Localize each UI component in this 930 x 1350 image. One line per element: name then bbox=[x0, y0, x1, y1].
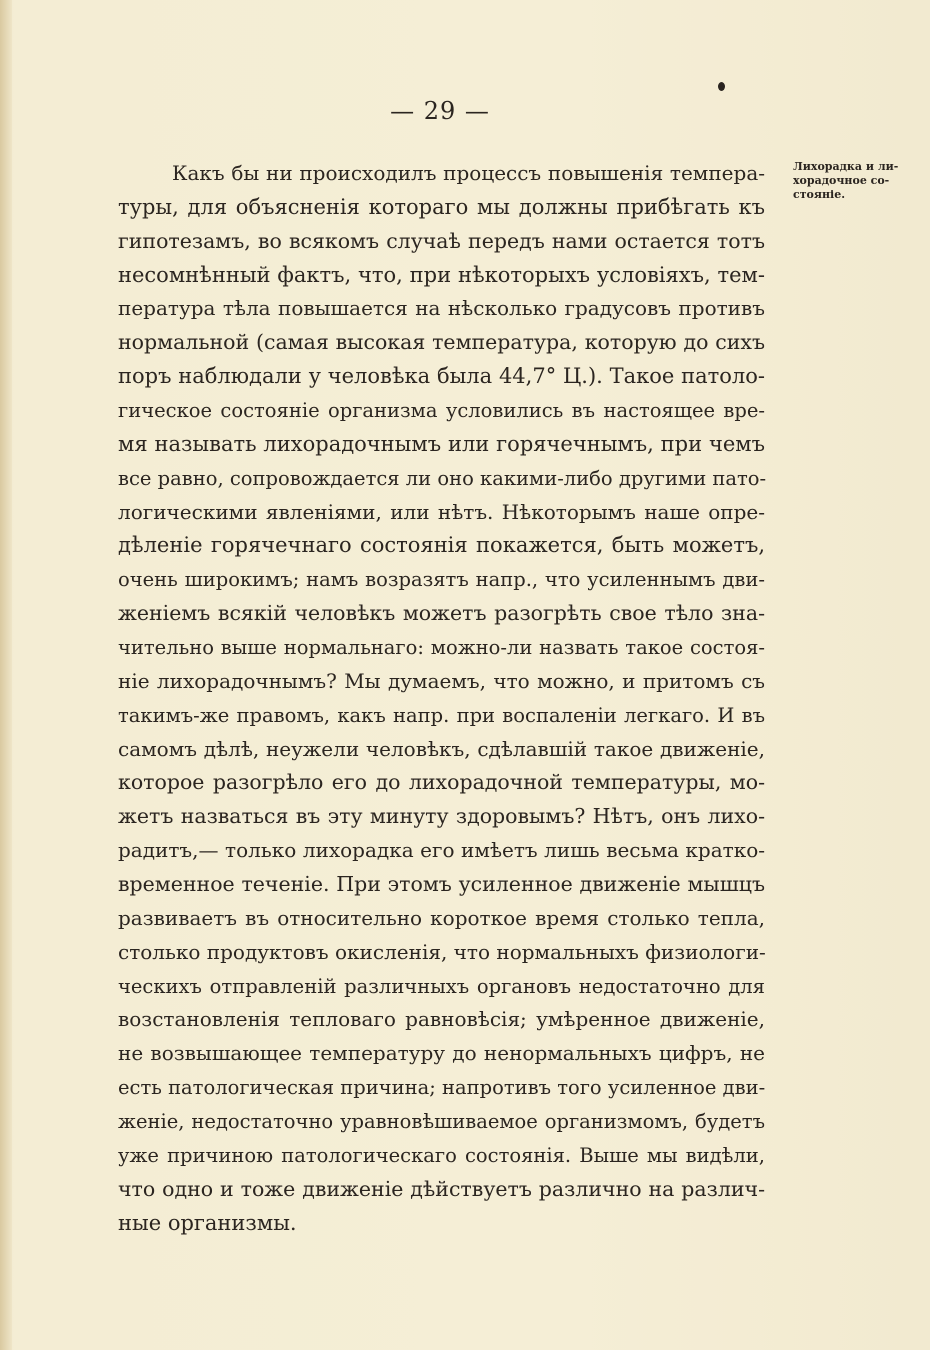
text-line: которое разогрѣло его до лихорадочной температуры, мо- bbox=[118, 770, 765, 795]
text-line: уже причиною патологическаго состоянія. Выше мы видѣли, bbox=[118, 1143, 765, 1167]
text-line: что одно и тоже движеніе дѣйствуетъ различно на различ- bbox=[118, 1176, 765, 1201]
text-line: есть патологическая причина; напротивъ того усиленное дви- bbox=[118, 1076, 766, 1100]
text-line: такимъ-же правомъ, какъ напр. при воспаленіи легкаго. И въ bbox=[118, 703, 765, 727]
text-line: не возвышающее температуру до ненормальныхъ цифръ, не bbox=[118, 1041, 765, 1066]
text-line: дѣленіе горячечнаго состоянія покажется, быть можетъ, bbox=[118, 533, 765, 558]
margin-note-line: Лихорадка и ли- bbox=[793, 160, 899, 173]
text-line: самомъ дѣлѣ, неужели человѣкъ, сдѣлавшій такое движеніе, bbox=[118, 736, 765, 761]
text-line: гипотезамъ, во всякомъ случаѣ передъ нами остается тотъ bbox=[118, 228, 765, 253]
text-line: столько продуктовъ окисленія, что нормальныхъ физиологи- bbox=[118, 939, 766, 964]
text-line: временное теченіе. При этомъ усиленное движеніе мышцъ bbox=[118, 872, 765, 897]
text-line: радитъ,— только лихорадка его имѣетъ лишь весьма кратко- bbox=[118, 838, 765, 863]
text-line: мя называть лихорадочнымъ или горячечнымъ, при чемъ bbox=[118, 431, 765, 456]
margin-note-line: хорадочное со- bbox=[793, 174, 890, 187]
text-line: женіемъ всякій человѣкъ можетъ разогрѣть свое тѣло зна- bbox=[118, 601, 765, 626]
text-line: нормальной (самая высокая температура, которую до сихъ bbox=[118, 330, 765, 355]
page-edge-shadow bbox=[0, 0, 12, 1350]
text-line: туры, для объясненія котораго мы должны прибѣгать къ bbox=[118, 194, 765, 219]
body-paragraph bbox=[118, 157, 765, 1241]
text-line: ніе лихорадочнымъ? Мы думаемъ, что можно, и притомъ съ bbox=[118, 668, 765, 693]
text-line: возстановленія тепловаго равновѣсія; умѣренное движеніе, bbox=[118, 1007, 765, 1032]
text-line: гическое состояніе организма условились въ настоящее вре- bbox=[118, 399, 765, 423]
text-line: очень широкимъ; намъ возразятъ напр., что усиленнымъ дви- bbox=[118, 568, 765, 592]
margin-note bbox=[793, 160, 899, 202]
text-line: женіе, недостаточно уравновѣшиваемое организмомъ, будетъ bbox=[118, 1110, 765, 1134]
text-line: несомнѣнный фактъ, что, при нѣкоторыхъ условіяхъ, тем- bbox=[118, 262, 765, 287]
page-number: — 29 — bbox=[390, 97, 490, 125]
text-line: логическими явленіями, или нѣтъ. Нѣкоторымъ наше опре- bbox=[118, 499, 765, 524]
text-line: поръ наблюдали у человѣка была 44,7° Ц.). Такое патоло- bbox=[118, 364, 765, 389]
text-line: ческихъ отправленій различныхъ органовъ недостаточно для bbox=[118, 974, 765, 998]
text-line: развиваетъ въ относительно короткое время столько тепла, bbox=[118, 905, 765, 930]
text-line: чительно выше нормальнаго: можно-ли назвать такое состоя- bbox=[118, 636, 765, 660]
text-line: все равно, сопровождается ли оно какими-либо другими пато- bbox=[118, 466, 767, 490]
text-line: жетъ назваться въ эту минуту здоровымъ? Нѣтъ, онъ лихо- bbox=[118, 804, 765, 829]
text-line: ные организмы. bbox=[118, 1210, 297, 1235]
ink-speck bbox=[718, 82, 725, 91]
text-line: Какъ бы ни происходилъ процессъ повышенія темпера- bbox=[172, 161, 765, 185]
margin-note-line: стояніе. bbox=[793, 188, 846, 201]
text-line: пература тѣла повышается на нѣсколько градусовъ противъ bbox=[118, 296, 765, 321]
